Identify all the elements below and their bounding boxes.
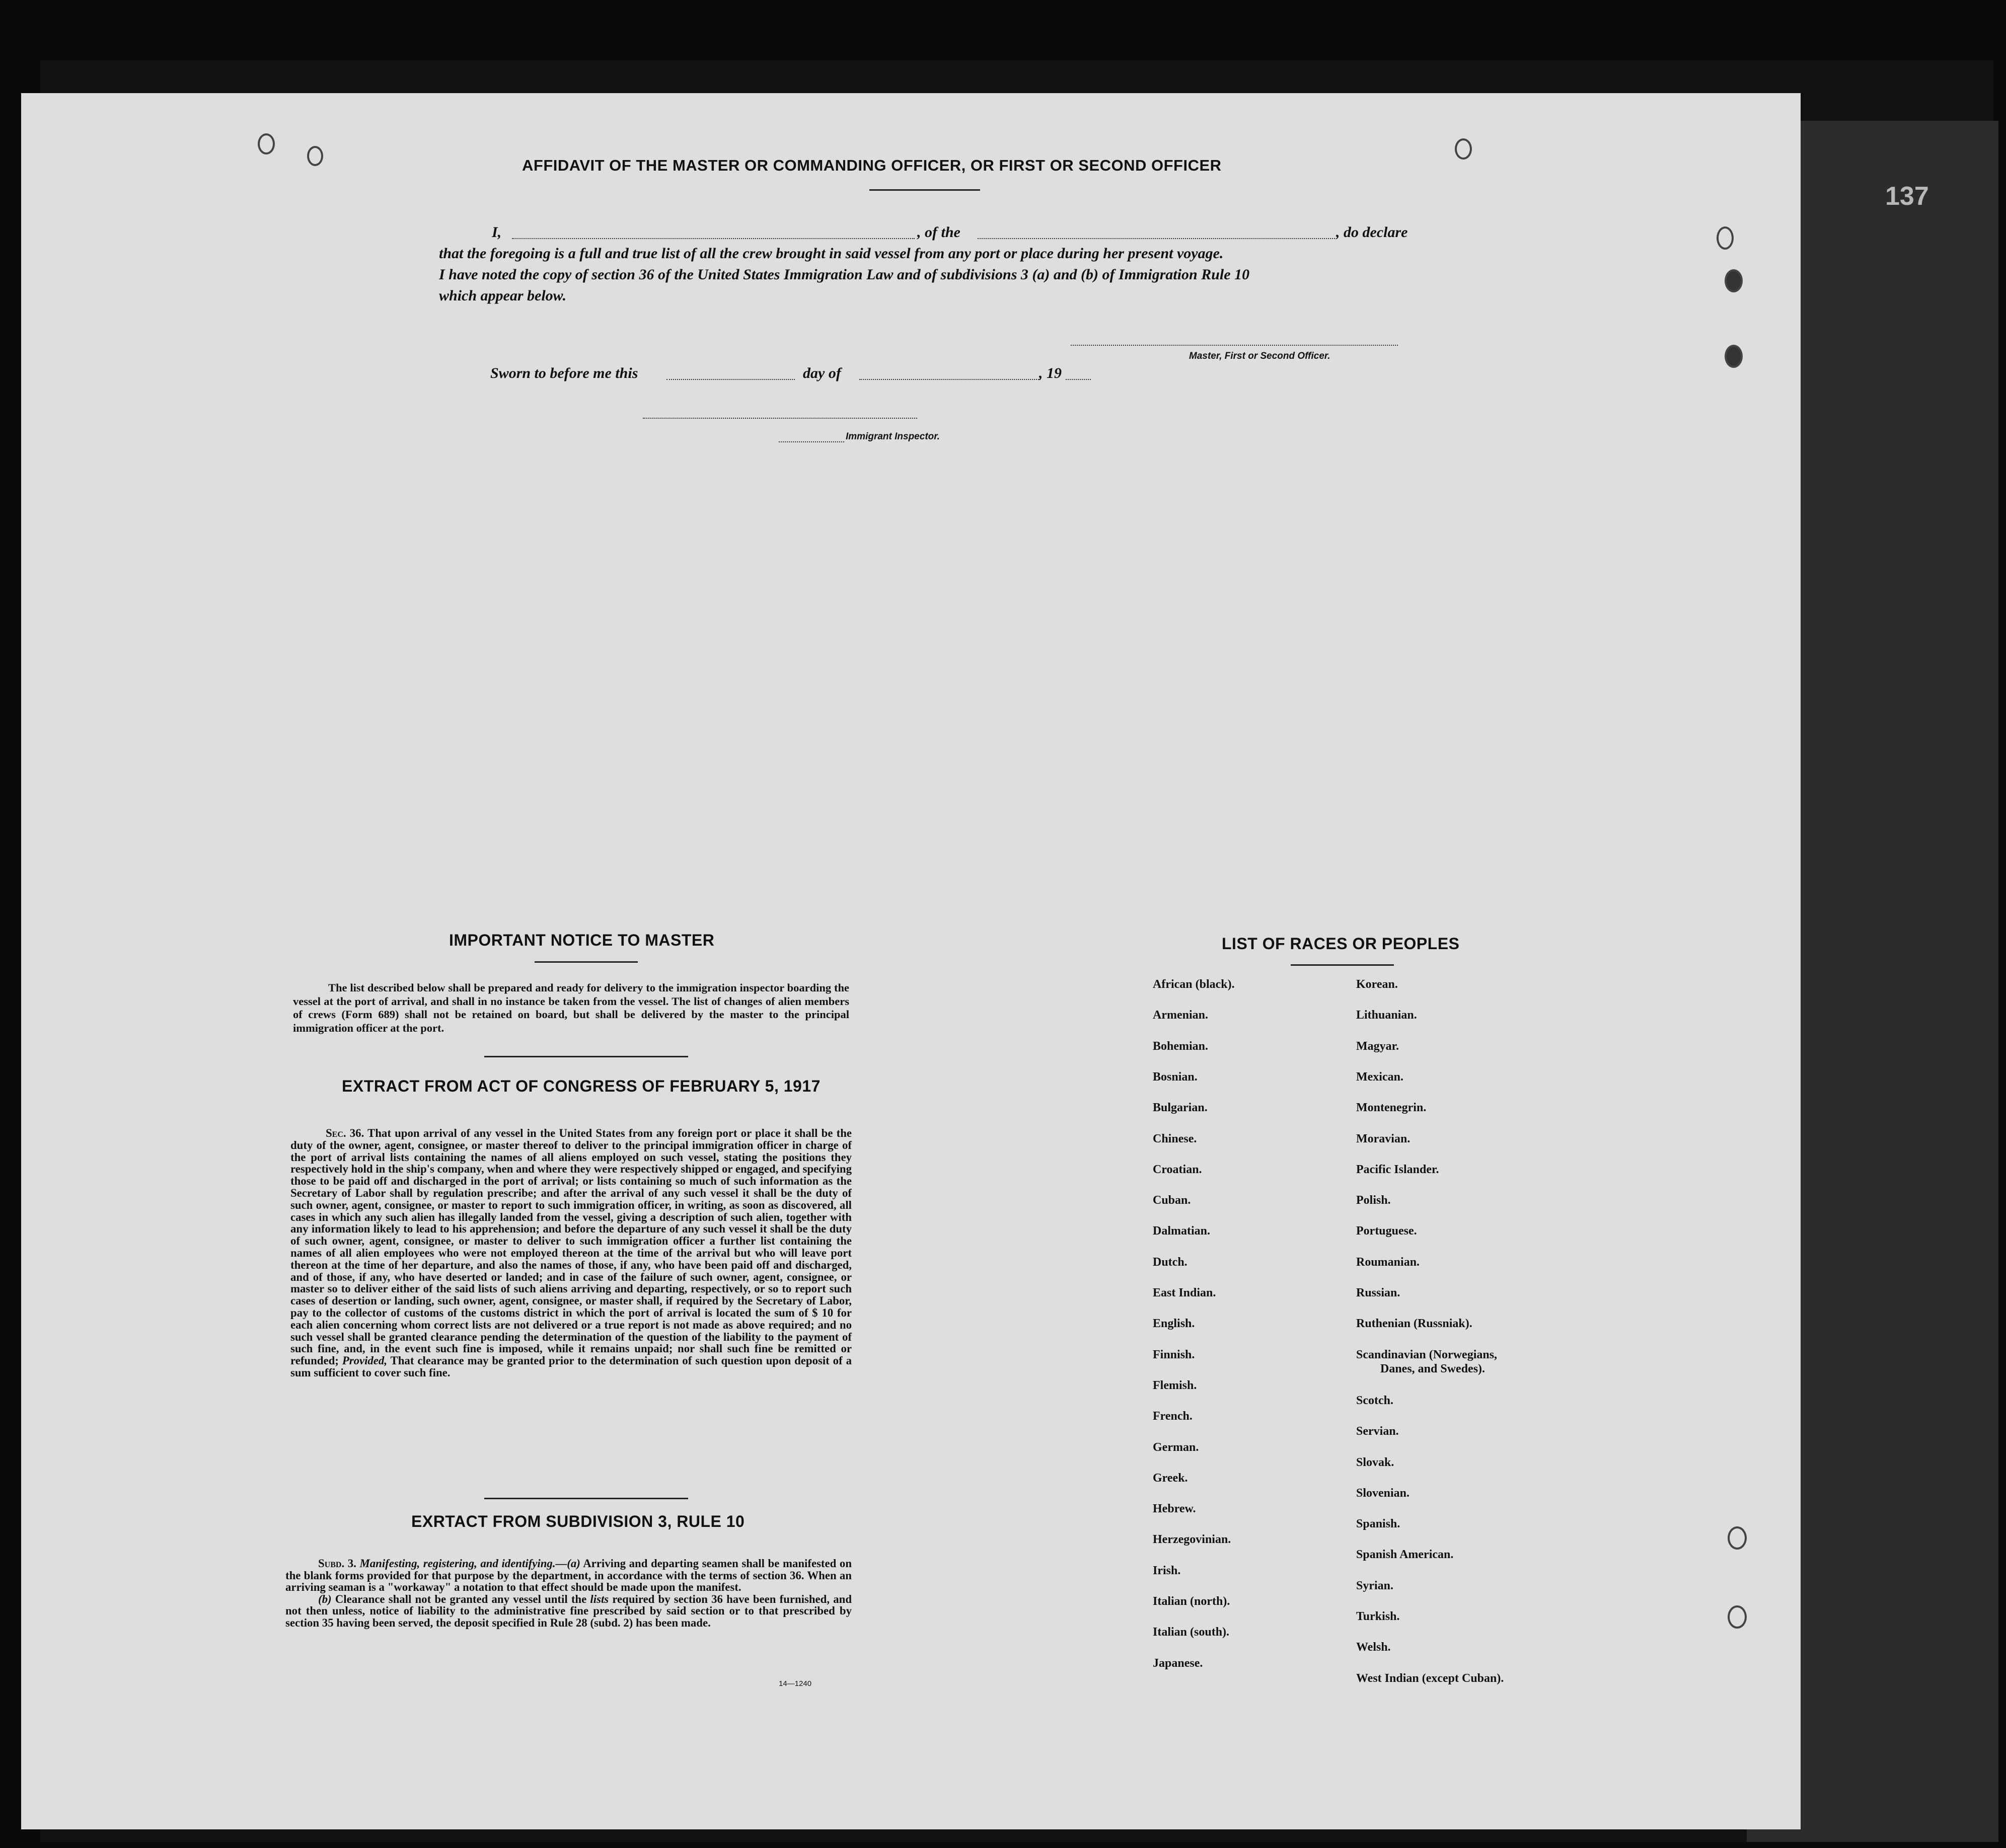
race-item: Flemish. (1153, 1378, 1197, 1392)
race-item: Polish. (1356, 1194, 1391, 1207)
race-item: Russian. (1356, 1286, 1400, 1299)
race-item: Italian (south). (1153, 1626, 1230, 1639)
race-item: Finnish. (1153, 1348, 1195, 1361)
races-divider (1291, 964, 1394, 966)
race-item: Magyar. (1356, 1039, 1399, 1053)
race-item: English. (1153, 1317, 1195, 1331)
affidavit-line-3: I have noted the copy of section 36 of the United States Immigration Law and of subdivisions 3 (a) and (b) of Immigration Rule 10 (439, 266, 1250, 283)
rule-text-b2: required by section 36 have been furnished, and not then unless, notice of liability to the administrative fine prescribed by said section or to that prescribed by section 35 having been served, the deposit specified in Rule 28 (subd. 2) has been made. (285, 1592, 852, 1629)
affidavit-title: AFFIDAVIT OF THE MASTER OR COMMANDING OFFICER, OR FIRST OR SECOND OFFICER (522, 157, 1222, 174)
race-item: Mexican. (1356, 1070, 1403, 1084)
race-item: Cuban. (1153, 1194, 1191, 1207)
inspector-signature-field (643, 418, 917, 419)
race-item: Dutch. (1153, 1255, 1187, 1269)
race-item: Spanish. (1356, 1517, 1400, 1531)
punch-ring-icon (1725, 269, 1743, 292)
rule-text-b1: Clearance shall not be granted any vessel until the (335, 1592, 587, 1605)
race-item: Danes, and Swedes). (1380, 1362, 1485, 1375)
affidavit-i: I, (492, 224, 502, 241)
punch-ring-icon (307, 146, 323, 166)
race-item: Bulgarian. (1153, 1101, 1208, 1115)
notice-paragraph: The list described below shall be prepared and ready for delivery to the immigration inspector boarding the vessel at the port of arrival, and shall in no instance be taken from the vessel. The list of changes of alien members of crews (Form 689) shall not be retained on board, but shall be delivered by the master to the principal immigration officer at the port. (293, 981, 849, 1034)
year-text: , 19 (1039, 365, 1062, 381)
race-item: Turkish. (1356, 1610, 1400, 1623)
notice-divider (535, 961, 638, 963)
name-field (512, 238, 915, 239)
race-item: Portuguese. (1356, 1224, 1417, 1238)
act-end-divider (484, 1498, 688, 1499)
rule-text-a: Arriving and departing seamen shall be manifested on the blank forms provided for that purpose by the department, in accordance with the terms of section 36. When an arriving seaman is a "workaway" a notation to that effect should be made upon the manifest. (285, 1557, 852, 1593)
race-item: Dalmatian. (1153, 1224, 1210, 1238)
race-item: German. (1153, 1440, 1199, 1454)
punch-ring-icon (1728, 1605, 1747, 1629)
notice-end-divider (484, 1056, 688, 1057)
punch-ring-icon (1455, 138, 1472, 160)
rule-lists: lists (590, 1592, 609, 1605)
race-item: Korean. (1356, 978, 1398, 991)
affidavit-divider (869, 189, 980, 191)
race-item: Ruthenian (Russniak). (1356, 1317, 1472, 1331)
act-body: That upon arrival of any vessel in the United States from any foreign port or place it shall be the duty of the owner, agent, consignee, or master thereof to deliver to the principal immigration officer in charge of the port of arrival lists containing the names of all aliens employed on such vessel, stating the positions they respectively hold in the ship's company, when and where they were respectively shipped or engaged, and specifying those to be paid off and discharged in the port of arrival; or lists containing so much of such information as the Secretary of Labor shall by regulation prescribe; and after the arrival of any such vessel it shall be the duty of such owner, agent, consignee, or master to report to such immigration officer, in writing, as soon as discovered, all cases in which any such alien has illegally landed from the vessel, giving a description of such alien, together with any information likely to lead to his apprehension; and before the departure of any such vessel it shall be the duty of such owner, agent, consignee, or master to deliver to such immigration officer a further list containing the names of all alien employees who were not employed thereon at the time of the arrival but who will leave port thereon at the time of her departure, and also the names of those, if any, who have been paid off and discharged, and of those, if any, who have deserted or landed; and in case of the failure of such owner, agent, consignee, or master so to deliver either of the said lists of such aliens arriving and departing, respectively, or so to report such cases of desertion or landing, such owner, agent, consignee, or master shall, if required by the Secretary of Labor, pay to the collector of customs of the customs district in which the port of arrival is located the sum of $ 10 for each alien concerning whom correct lists are not delivered or a true report is not made as above required; and no such vessel shall be granted clearance pending the determination of the question of the liability to the payment of such fine, and, in the event such fine is imposed, while it remains unpaid; nor shall such fine be remitted or refunded; (290, 1127, 852, 1367)
rule-text (285, 1558, 852, 1629)
vessel-field (978, 238, 1335, 239)
act-section: Sec. 36. (326, 1127, 364, 1139)
act-provided: Provided, (342, 1354, 388, 1367)
race-item: Japanese. (1153, 1656, 1203, 1670)
signature-label: Master, First or Second Officer. (1189, 351, 1330, 361)
act-title: EXTRACT FROM ACT OF CONGRESS OF FEBRUARY 5, 1917 (342, 1077, 821, 1095)
sworn-text: Sworn to before me this (490, 365, 638, 381)
race-item: Scotch. (1356, 1394, 1393, 1407)
race-item: Greek. (1153, 1471, 1188, 1485)
sworn-month-field (859, 379, 1041, 380)
race-item: West Indian (except Cuban). (1356, 1671, 1504, 1685)
race-item: French. (1153, 1410, 1193, 1423)
act-body-end: That clearance may be granted prior to the determination of such question upon deposit of a sum sufficient to cover such fine. (290, 1354, 852, 1379)
notice-text (293, 981, 849, 1035)
signature-field (1071, 345, 1398, 346)
affidavit-declare: , do declare (1336, 224, 1408, 241)
race-item: Roumanian. (1356, 1255, 1420, 1269)
day-of-text: day of (803, 365, 841, 381)
race-item: Servian. (1356, 1425, 1399, 1438)
race-item: Spanish American. (1356, 1548, 1454, 1562)
race-item: Welsh. (1356, 1641, 1391, 1654)
punch-ring-icon (1728, 1526, 1747, 1550)
affidavit-line-2: that the foregoing is a full and true list of all the crew brought in said vessel from any port or place during her present voyage. (439, 245, 1224, 262)
race-item: Syrian. (1356, 1579, 1394, 1592)
rule-subd: Subd. 3. (318, 1557, 356, 1570)
race-item: Irish. (1153, 1564, 1181, 1577)
affidavit-of-the: , of the (917, 224, 960, 241)
race-item: Chinese. (1153, 1132, 1197, 1145)
manifest-page (21, 93, 1801, 1829)
inspector-label-line (779, 441, 844, 442)
race-item: Moravian. (1356, 1132, 1410, 1145)
race-item: African (black). (1153, 978, 1235, 991)
race-item: Italian (north). (1153, 1595, 1230, 1608)
races-title: LIST OF RACES OR PEOPLES (1222, 935, 1460, 953)
race-item: Herzegovinian. (1153, 1533, 1231, 1547)
race-item: Montenegrin. (1356, 1101, 1427, 1115)
race-item: Pacific Islander. (1356, 1163, 1439, 1176)
race-item: East Indian. (1153, 1286, 1216, 1299)
race-item: Slovenian. (1356, 1486, 1410, 1500)
page-number: 137 (1885, 182, 1929, 211)
race-item: Armenian. (1153, 1009, 1208, 1022)
affidavit-line-4: which appear below. (439, 287, 567, 304)
race-item: Scandinavian (Norwegians, (1356, 1348, 1498, 1361)
race-item: Bosnian. (1153, 1070, 1198, 1084)
rule-b-label: (b) (318, 1592, 332, 1605)
punch-ring-icon (1717, 226, 1734, 250)
sworn-year-field (1066, 379, 1091, 380)
form-number: 14—1240 (779, 1679, 812, 1688)
rule-subd-title: Manifesting, registering, and identifying.—(a) (359, 1557, 580, 1570)
inspector-label: Immigrant Inspector. (846, 431, 940, 442)
race-item: Lithuanian. (1356, 1009, 1417, 1022)
rule-title: EXRTACT FROM SUBDIVISION 3, RULE 10 (411, 1512, 745, 1530)
act-text (290, 1127, 852, 1379)
punch-ring-icon (1725, 345, 1743, 368)
race-item: Bohemian. (1153, 1039, 1209, 1053)
sworn-day-field (666, 379, 795, 380)
race-item: Slovak. (1356, 1455, 1394, 1469)
race-item: Hebrew. (1153, 1502, 1196, 1516)
race-item: Croatian. (1153, 1163, 1202, 1176)
notice-title: IMPORTANT NOTICE TO MASTER (449, 931, 715, 949)
punch-ring-icon (258, 133, 275, 155)
